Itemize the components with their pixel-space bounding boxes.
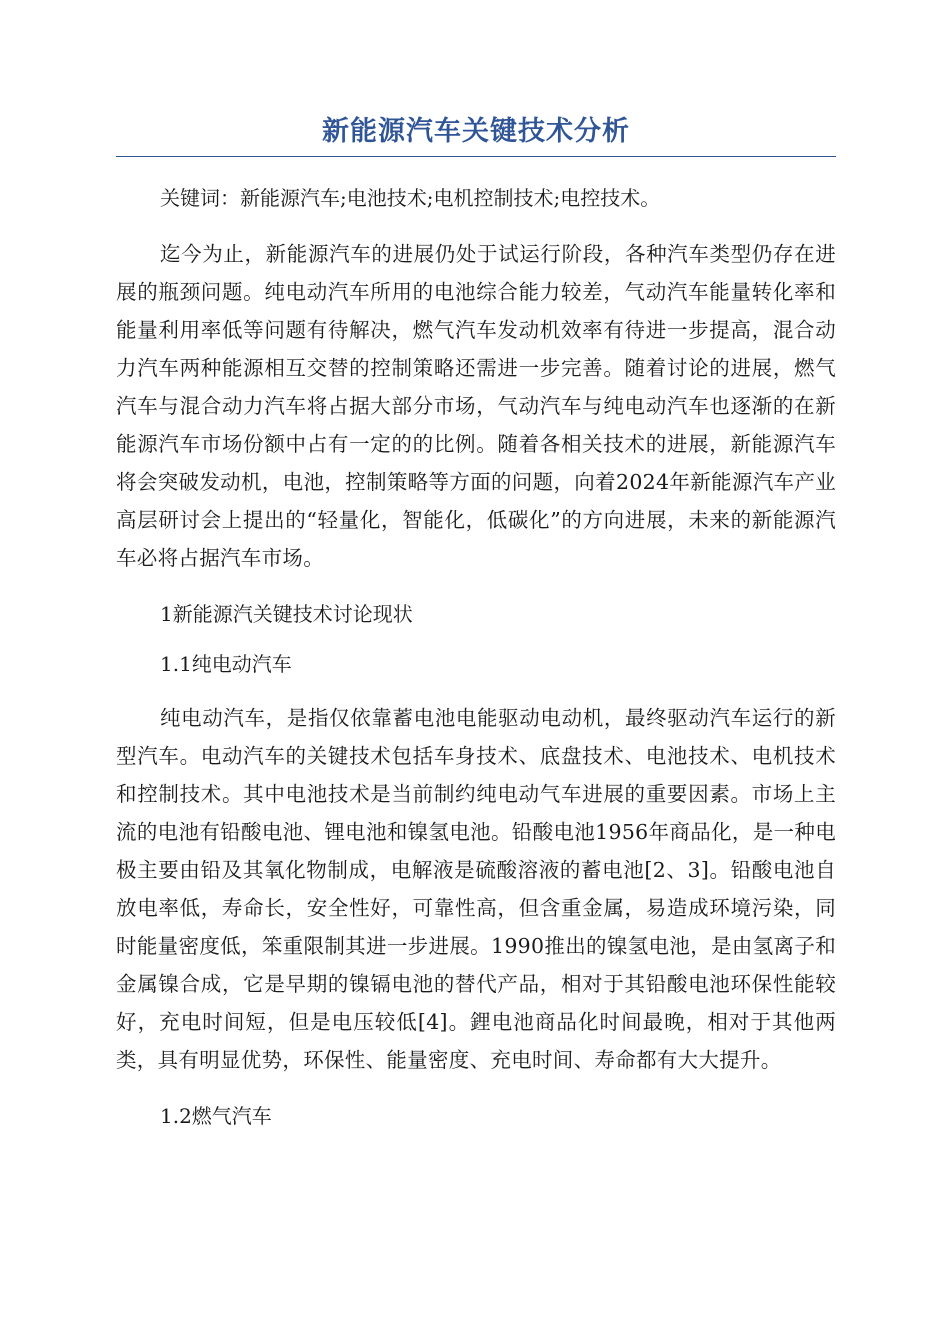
- intro-paragraph: 迄今为止，新能源汽车的进展仍处于试运行阶段，各种汽车类型仍存在进展的瓶颈问题。纯电动汽车所用的电池综合能力较差，气动汽车能量转化率和能量利用率低等问题有待解决，燃气汽车发动机效率有待进一步提高，混合动力汽车两种能源相互交替的控制策略还需进一步完善。随着讨论的进展，燃气汽车与混合动力汽车将占据大部分市场，气动汽车与纯电动汽车也逐渐的在新能源汽车市场份额中占有一定的的比例。随着各相关技术的进展，新能源汽车将会突破发动机，电池，控制策略等方面的问题，向着2024年新能源汽车产业高层研讨会上提出的“轻量化，智能化，低碳化”的方向进展，未来的新能源汽车必将占据汽车市场。: [116, 242, 836, 570]
- section-1-2-heading: 1.2燃气汽车: [160, 1104, 272, 1128]
- section-1-1-heading: 1.1纯电动汽车: [160, 652, 292, 676]
- document-title: 新能源汽车关键技术分析: [116, 112, 836, 157]
- document-page: [116, 112, 836, 1131]
- section-1-heading: 1新能源汽关键技术讨论现状: [160, 602, 413, 626]
- keywords-line: 关键词：新能源汽车;电池技术;电机控制技术;电控技术。: [160, 186, 661, 210]
- section-1-1-paragraph: 纯电动汽车，是指仅依靠蓄电池电能驱动电动机，最终驱动汽车运行的新型汽车。电动汽车的关键技术包括车身技术、底盘技术、电池技术、电机技术和控制技术。其中电池技术是当前制约纯电动气车进展的重要因素。市场上主流的电池有铅酸电池、锂电池和镍氢电池。铅酸电池1956年商品化，是一种电极主要由铅及其氧化物制成，电解液是硫酸溶液的蓄电池[2、3]。铅酸电池自放电率低，寿命长，安全性好，可靠性高，但含重金属，易造成环境污染，同时能量密度低，笨重限制其进一步进展。1990推出的镍氢电池，是由氢离子和金属镍合成，它是早期的镍镉电池的替代产品，相对于其铅酸电池环保性能较好，充电时间短，但是电压较低[4]。鋰电池商品化时间最晚，相对于其他两类，具有明显优势，环保性、能量密度、充电时间、寿命都有大大提升。: [116, 706, 836, 1072]
